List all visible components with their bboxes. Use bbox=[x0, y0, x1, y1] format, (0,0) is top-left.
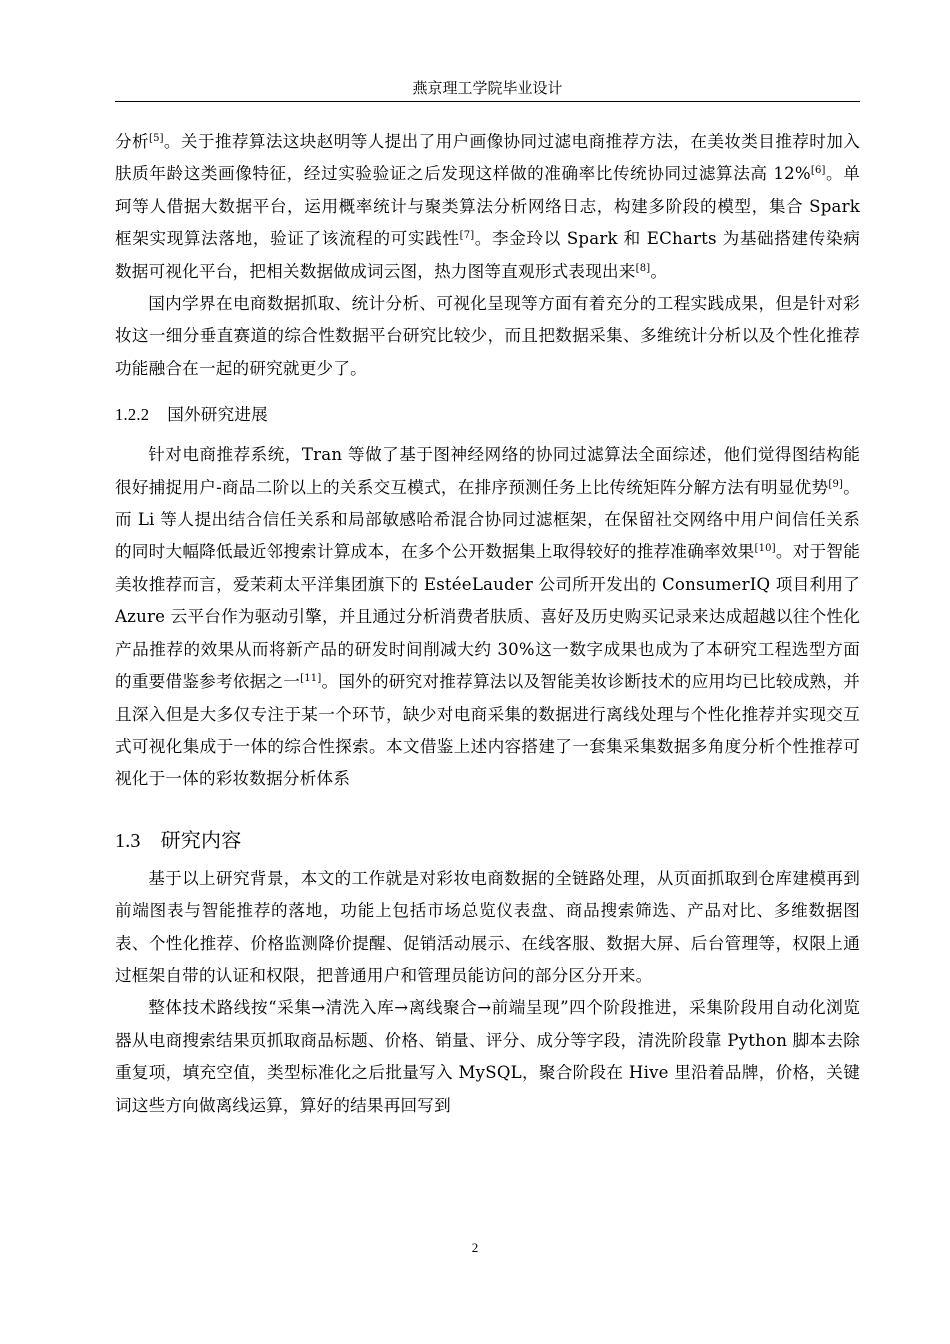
citation: [9] bbox=[828, 478, 844, 490]
paragraph-technical-route: 整体技术路线按“采集→清洗入库→离线聚合→前端呈现”四个阶段推进，采集阶段用自动化浏览器从电商搜索结果页抓取商品标题、价格、销量、评分、成分等字段，清洗阶段靠 Python 脚本去除重复项，填充空值，类型标准化之后批量写入 MySQL，聚合阶段在 Hive 里沿着品牌，价格，关键词这些方向做离线运算，算好的结果再回写到 bbox=[115, 998, 860, 1115]
page-header bbox=[115, 78, 860, 98]
paragraph-foreign-research: 针对电商推荐系统，Tran 等做了基于图神经网络的协同过滤算法全面综述，他们觉得图结构能很好捕捉用户-商品二阶以上的关系交互模式，在排序预测任务上比传统矩阵分解方法有明显优势[9]。而 Li 等人提出结合信任关系和局部敏感哈希混合协同过滤框架，在保留社交网络中用户间信任关系的同时大幅降低最近邻搜索计算成本，在多个公开数据集上取得较好的推荐准确率效果[10]。对于智能美妆推荐而言，爱茉莉太平洋集团旗下的 EstéeLauder 公司所开发出的 ConsumerIQ 项目利用了 Azure 云平台作为驱动引擎，并且通过分析消费者肤质、喜好及历史购买记录来达成超越以往个性化产品推荐的效果从而将新产品的研发时间削减大约 30%这一数字成果也成为了本研究工程选型方面的重要借鉴参考依据之一[11]。国外的研究对推荐算法以及智能美妆诊断技术的应用均已比较成熟，并且深入但是大多仅专注于某一个环节，缺少对电商采集的数据进行离线处理与个性化推荐并实现交互式可视化集成于一体的综合性探索。本文借鉴上述内容搭建了一套集采集数据多角度分析个性推荐可视化于一体的彩妆数据分析体系 bbox=[115, 445, 860, 789]
paragraph-domestic-research-cont: 分析[5]。关于推荐算法这块赵明等人提出了用户画像协同过滤电商推荐方法，在美妆类目推荐时加入肤质年龄这类画像特征，经过实验验证之后发现这样做的准确率比传统协同过滤算法高 12%[6]。单珂等人借据大数据平台，运用概率统计与聚类算法分析网络日志，构建多阶段的模型，集合 Spark 框架实现算法落地，验证了该流程的可实践性[7]。李金玲以 Spark 和 ECharts 为基础搭建传染病数据可视化平台，把相关数据做成词云图，热力图等直观形式表现出来[8]。 bbox=[115, 132, 861, 281]
section-heading-1-3 bbox=[115, 822, 860, 859]
citation: [6] bbox=[810, 165, 826, 177]
section-number: 1.2.2 bbox=[115, 405, 150, 425]
header-title: 燕京理工学院毕业设计 bbox=[412, 79, 563, 97]
paragraph-research-content: 基于以上研究背景，本文的工作就是对彩妆电商数据的全链路处理，从页面抓取到仓库建模再到前端图表与智能推荐的落地，功能上包括市场总览仪表盘、商品搜索筛选、产品对比、多维数据图表、个性化推荐、价格监测降价提醒、促销活动展示、在线客服、数据大屏、后台管理等，权限上通过框架自带的认证和权限，把普通用户和管理员能访问的部分区分开来。 bbox=[115, 868, 860, 985]
page-number: 2 bbox=[471, 1240, 479, 1255]
section-title: 研究内容 bbox=[160, 827, 242, 852]
citation: [8] bbox=[635, 262, 651, 274]
section-title: 国外研究进展 bbox=[167, 405, 268, 425]
header-divider bbox=[115, 101, 860, 102]
citation: [11] bbox=[300, 673, 322, 685]
section-heading-1-2-2 bbox=[115, 401, 860, 429]
paragraph-domestic-summary: 国内学界在电商数据抓取、统计分析、可视化呈现等方面有着充分的工程实践成果，但是针对彩妆这一细分垂直赛道的综合性数据平台研究比较少，而且把数据采集、多维统计分析以及个性化推荐功能融合在一起的研究就更少了。 bbox=[115, 294, 860, 378]
section-number: 1.3 bbox=[115, 829, 141, 852]
citation: [10] bbox=[754, 543, 776, 555]
citation: [5] bbox=[148, 133, 164, 144]
citation: [7] bbox=[459, 230, 475, 242]
document-body bbox=[115, 126, 860, 1122]
